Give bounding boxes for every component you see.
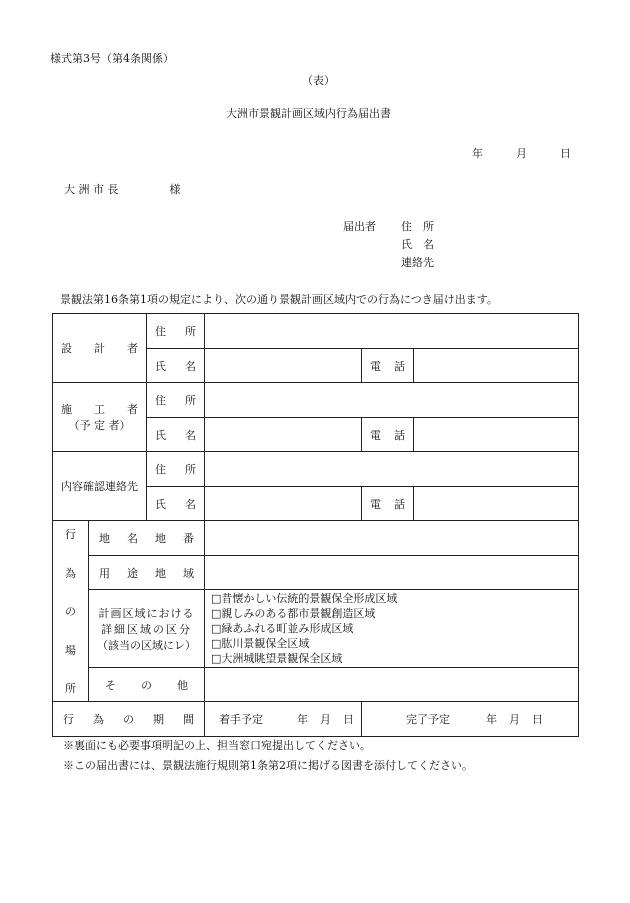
contact-phone-label: 電 話	[362, 487, 414, 521]
designer-address-field[interactable]	[205, 314, 579, 349]
designer-address-label: 住 所	[147, 314, 205, 349]
contact-address-field[interactable]	[205, 452, 579, 487]
other-label: そ の 他	[89, 668, 205, 702]
notification-form-table	[52, 313, 579, 737]
date-month: 月	[516, 147, 527, 160]
intro-text: 景観法第16条第1項の規定により、次の通り景観計画区域内での行為につき届け出ます。	[60, 293, 498, 306]
zone-classification-label: 計画区域における 詳細区域の区分 （該当の区域にレ）	[89, 590, 205, 668]
contact-phone-field[interactable]	[414, 487, 579, 521]
date-day: 日	[560, 147, 571, 160]
period-label: 行 為 の 期 間	[53, 702, 205, 737]
applicant-block	[343, 218, 434, 272]
finish-label: 完了予定	[406, 713, 450, 726]
builder-address-label: 住 所	[147, 383, 205, 418]
lot-label: 地 名 地 番	[89, 521, 205, 556]
note-back-side: ※裏面にも必要事項明記の上、担当窓口宛提出してください。	[63, 739, 371, 752]
date-year: 年	[472, 147, 483, 160]
designer-name-field[interactable]	[205, 349, 362, 383]
submission-date	[472, 145, 571, 161]
applicant-address: 住 所	[401, 220, 434, 233]
applicant-contact: 連絡先	[401, 256, 434, 269]
builder-phone-label: 電 話	[362, 418, 414, 452]
designer-phone-field[interactable]	[414, 349, 579, 383]
designer-phone-label: 電 話	[362, 349, 414, 383]
zone-option-checkbox[interactable]: □昔懐かしい伝統的景観保全形成区域	[211, 592, 398, 605]
builder-address-field[interactable]	[205, 383, 579, 418]
addressee-honorific: 様	[169, 183, 181, 196]
finish-date-field[interactable]: 完了予定 年 月 日	[362, 702, 579, 737]
usage-zone-field[interactable]	[205, 556, 579, 590]
addressee-name: 大 洲 市 長	[64, 183, 119, 196]
contact-name-label: 氏 名	[147, 487, 205, 521]
zone-option-checkbox[interactable]: □大洲城眺望景観保全区域	[211, 652, 343, 665]
start-label: 着手予定	[219, 713, 263, 726]
zone-option-checkbox[interactable]: □肱川景観保全区域	[211, 637, 310, 650]
usage-zone-label: 用 途 地 域	[89, 556, 205, 590]
designer-label: 設 計 者	[53, 314, 147, 383]
zone-options	[205, 590, 579, 668]
contact-person-label: 内容確認連絡先	[53, 452, 147, 521]
applicant-label: 届出者	[343, 220, 376, 233]
start-date-field[interactable]: 着手予定 年 月 日	[205, 702, 362, 737]
addressee	[64, 181, 181, 197]
applicant-name: 氏 名	[401, 238, 434, 251]
front-side-label: （表）	[302, 74, 335, 87]
builder-label: 施 工 者 （予 定 者）	[53, 383, 147, 452]
zone-option-checkbox[interactable]: □親しみのある都市景観創造区域	[211, 607, 376, 620]
note-attachments: ※この届出書には、景観法施行規則第1条第2項に掲げる図書を添付してください。	[63, 759, 473, 772]
form-number: 様式第3号（第4条関係）	[50, 52, 174, 65]
builder-name-field[interactable]	[205, 418, 362, 452]
designer-name-label: 氏 名	[147, 349, 205, 383]
lot-field[interactable]	[205, 521, 579, 556]
builder-name-label: 氏 名	[147, 418, 205, 452]
builder-phone-field[interactable]	[414, 418, 579, 452]
document-title: 大洲市景観計画区域内行為届出書	[226, 107, 391, 120]
contact-name-field[interactable]	[205, 487, 362, 521]
contact-address-label: 住 所	[147, 452, 205, 487]
other-field[interactable]	[205, 668, 579, 702]
zone-option-checkbox[interactable]: □緑あふれる町並み形成区域	[211, 622, 354, 635]
site-vertical-label: 行 為 の 場 所	[53, 521, 89, 702]
